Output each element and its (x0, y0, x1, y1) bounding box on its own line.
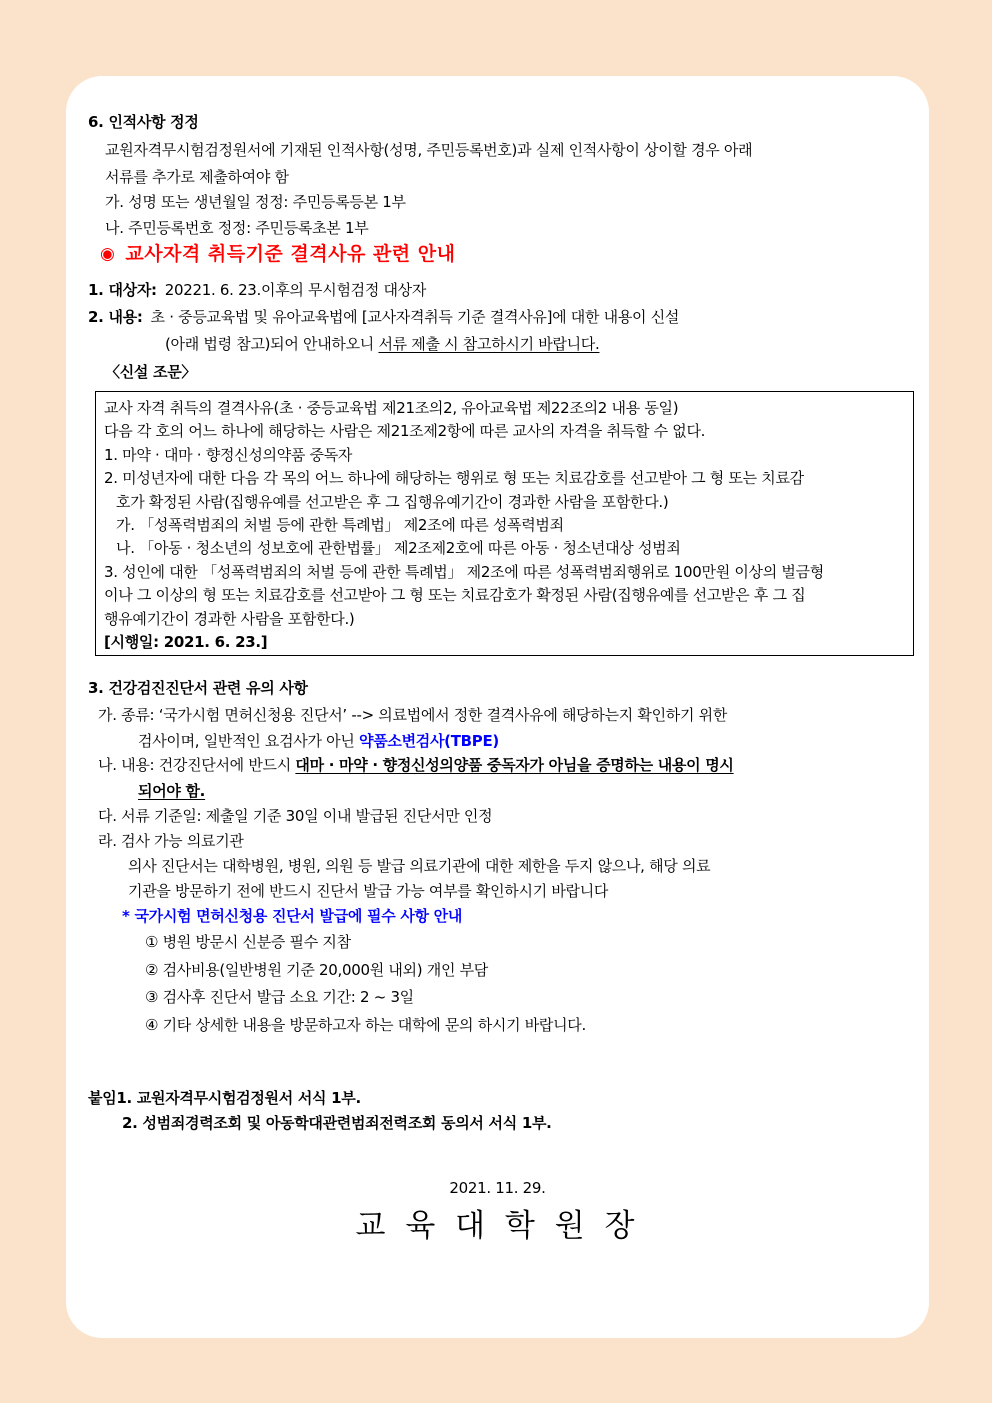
notice-title: 교사자격 취득기준 결격사유 관련 안내 (125, 243, 456, 265)
section3-title: 3. 건강검진진단서 관련 유의 사항 (88, 679, 308, 697)
section3-ra-line1: 라. 검사 가능 의료기관 (98, 832, 244, 850)
clause-effective-date: [시행일: 2021. 6. 23.] (104, 633, 268, 652)
footer-signature: 교 육 대 학 원 장 (355, 1208, 640, 1244)
section3-ra-line3: 기관을 방문하기 전에 반드시 진단서 발급 가능 여부를 확인하시기 바랍니다 (128, 882, 609, 900)
section3-ga-line1: 가. 종류: ‘국가시험 면허신청용 진단서’ --> 의료법에서 정한 결격사유에 해당하는지 확인하기 위한 (98, 706, 728, 724)
notice-item1-text: 20221. 6. 23.이후의 무시험검정 대상자 (164, 281, 427, 299)
notice-item2-cont (165, 334, 599, 354)
clause-line: 3. 성인에 대한 「성폭력범죄의 처벌 등에 관한 특례법」 제2조에 따른 성폭력범죄행위로 100만원 이상의 벌금형 (104, 562, 824, 581)
section3-numbered-1: ① 병원 방문시 신분증 필수 지참 (145, 933, 351, 951)
notice-item1 (88, 280, 426, 300)
notice-title-row (100, 244, 455, 264)
clause-line: 가. 「성폭력범죄의 처벌 등에 관한 특례법」 제2조에 따른 성폭력범죄 (116, 516, 564, 535)
notice-item2-text: 초 · 중등교육법 및 유아교육법에 [교사자격취득 기준 결격사유]에 대한 내용이 신설 (150, 308, 680, 326)
notice-item1-label: 1. 대상자: (88, 281, 157, 299)
section3-tbpe-highlight: 약품소변검사(TBPE) (359, 732, 499, 750)
section6-item-na: 나. 주민등록번호 정정: 주민등록초본 1부 (105, 219, 369, 237)
section3-numbered-4: ④ 기타 상세한 내용을 방문하고자 하는 대학에 문의 하시기 바랍니다. (145, 1016, 586, 1034)
clause-line: 행유예기간이 경과한 사람을 포함한다.) (104, 609, 355, 628)
clause-box (95, 391, 914, 656)
clause-line: 이나 그 이상의 형 또는 치료감호를 선고받아 그 형 또는 치료감호가 확정된 사람(집행유예를 선고받은 후 그 집 (104, 586, 806, 605)
section6-item-ga: 가. 성명 또는 생년월일 정정: 주민등록등본 1부 (105, 193, 406, 211)
attachment-line2: 2. 성범죄경력조회 및 아동학대관련범죄전력조회 동의서 서식 1부. (122, 1114, 552, 1132)
section3-ga-line2 (138, 731, 499, 751)
notice-item2-cont-underline: 서류 제출 시 참고하시기 바랍니다. (378, 335, 600, 353)
section3-na-prefix: 나. 내용: 건강진단서에 반드시 (98, 756, 296, 774)
clause-heading: 〈신설 조문〉 (105, 363, 197, 381)
section3-numbered-3: ③ 검사후 진단서 발급 소요 기간: 2 ~ 3일 (145, 988, 414, 1006)
clause-line: 호가 확정된 사람(집행유예를 선고받은 후 그 집행유예기간이 경과한 사람을 포함한다.) (116, 492, 669, 511)
notice-item2-cont-prefix: (아래 법령 참고)되어 안내하오니 (165, 335, 379, 353)
section3-ra-line2: 의사 진단서는 대학병원, 병원, 의원 등 발급 의료기관에 대한 제한을 두지 않으나, 해당 의료 (128, 857, 711, 875)
clause-line: 2. 미성년자에 대한 다음 각 목의 어느 하나에 해당하는 행위로 형 또는 치료감호를 선고받아 그 형 또는 치료감 (104, 469, 804, 488)
section3-numbered-2: ② 검사비용(일반병원 기준 20,000원 내외) 개인 부담 (145, 961, 488, 979)
section3-na-line2: 되어야 함. (138, 782, 206, 800)
clause-line: 교사 자격 취득의 결격사유(초 · 중등교육법 제21조의2, 유아교육법 제22조의2 내용 동일) (104, 399, 679, 417)
section3-na-line1 (98, 755, 734, 775)
section6-title: 6. 인적사항 정정 (88, 113, 199, 131)
notice-item2-label: 2. 내용: (88, 308, 143, 326)
asterisk-icon: * (122, 907, 130, 925)
clause-line: 다음 각 호의 어느 하나에 해당하는 사람은 제21조제2항에 따른 교사의 자격을 취득할 수 없다. (104, 422, 706, 441)
bullseye-bullet-icon: ◉ (100, 244, 116, 264)
section3-star-note-text: 국가시험 면허신청용 진단서 발급에 필수 사항 안내 (134, 907, 463, 925)
clause-line: 1. 마약 · 대마 · 향정신성의약품 중독자 (104, 445, 353, 464)
document-card (66, 76, 929, 1338)
section6-line2: 서류를 추가로 제출하여야 함 (105, 168, 289, 186)
notice-item2 (88, 307, 679, 327)
section3-na-underline: 대마 · 마약 · 향정신성의양품 중독자가 아님을 증명하는 내용이 명시 (295, 756, 734, 774)
section6-line1: 교원자격무시험검정원서에 기재된 인적사항(성명, 주민등록번호)과 실제 인적사항이 상이할 경우 아래 (105, 141, 753, 159)
section3-star-note (122, 906, 462, 926)
section3-da-line: 다. 서류 기준일: 제출일 기준 30일 이내 발급된 진단서만 인정 (98, 807, 493, 825)
section3-ga-line2-prefix: 검사이며, 일반적인 요검사가 아닌 (138, 732, 360, 750)
attachment-line1: 붙임1. 교원자격무시험검정원서 서식 1부. (88, 1089, 361, 1107)
footer-date: 2021. 11. 29. (449, 1179, 546, 1197)
clause-line: 나. 「아동 · 청소년의 성보호에 관한법률」 제2조제2호에 따른 아동 · 청소년대상 성범죄 (116, 539, 681, 558)
